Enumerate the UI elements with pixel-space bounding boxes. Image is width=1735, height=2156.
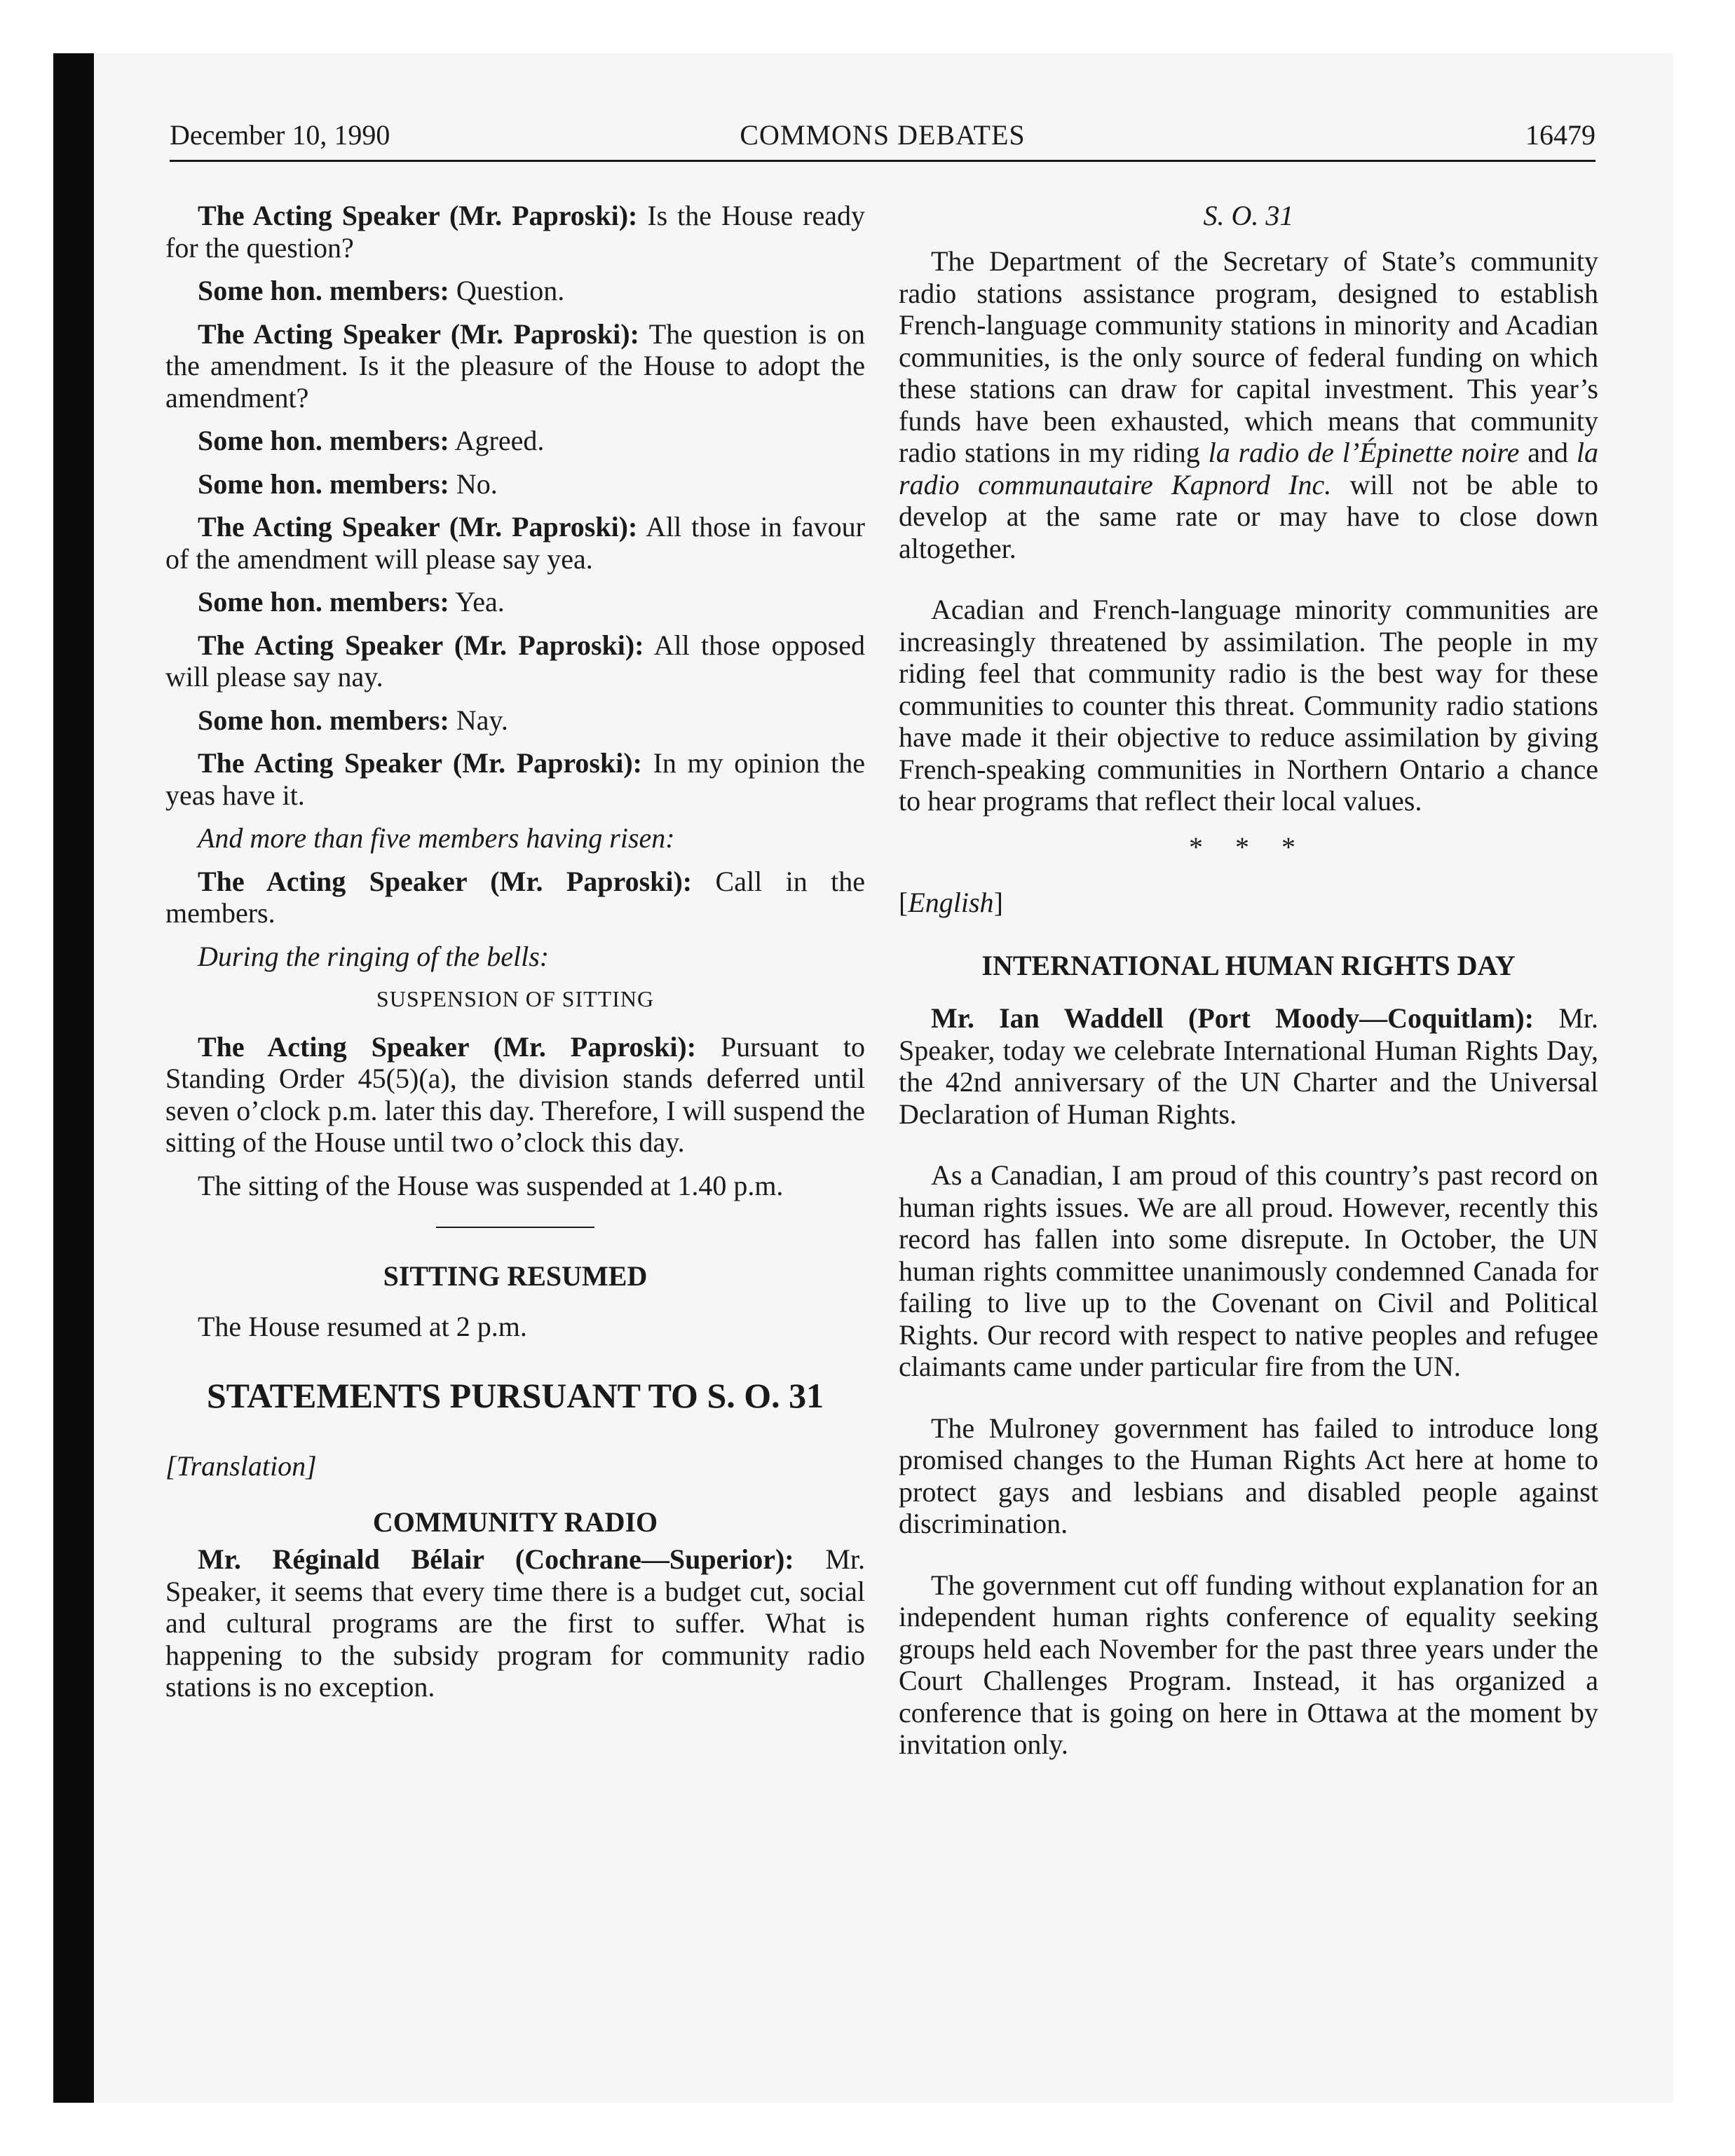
section-heading-statements: STATEMENTS PURSUANT TO S. O. 31 bbox=[206, 1376, 824, 1415]
paragraph: As a Canadian, I am proud of this country’s past record on human rights issues. We are all proud. However, recently this record has fallen into some disrepute. In October, the UN human rights committee unanimously condemned Canada for failing to live up to the Covenant on Civil and Political Rights. Our record with respect to native peoples and refugee claimants came under particular fire from the UN. bbox=[899, 1159, 1598, 1382]
section-heading-human-rights-day: INTERNATIONAL HUMAN RIGHTS DAY bbox=[981, 949, 1516, 981]
paragraph: The government cut off funding without explanation for an independent human rights conference of equality seeking groups held each November for the past three years under the Court Challenges Program. Instead, it has organized a conference that is going on here in Ottawa at the moment by invitation only. bbox=[899, 1569, 1598, 1760]
speech-text: Question. bbox=[449, 275, 565, 306]
header-rule bbox=[170, 160, 1595, 162]
section-break-stars: * * * bbox=[1189, 831, 1308, 863]
speech-text: All those opposed will please say nay. bbox=[165, 629, 865, 692]
speech-text: The Department of the Secretary of State’s community radio stations assistance program, designed to establish French-language community stations in minority and Acadian communities, is the only source of federal funding on which these stations can draw for capital investment. This year’s funds have been exhausted, which means that community radio stations in my riding bbox=[899, 245, 1598, 468]
paragraph bbox=[165, 318, 865, 414]
paragraph: The House resumed at 2 p.m. bbox=[198, 1310, 527, 1342]
speaker-name: Some hon. members: bbox=[198, 275, 449, 306]
speaker-name: Some hon. members: bbox=[198, 425, 449, 456]
speaker-name: The Acting Speaker (Mr. Paproski): bbox=[198, 1030, 697, 1063]
stage-direction-text: And more than five members having risen: bbox=[198, 822, 675, 854]
paragraph bbox=[165, 747, 865, 811]
speech-text: Pursuant to Standing Order 45(5)(a), the division stands deferred until seven o’clock p.m. later this day. Therefore, I will suspend the sitting of the House until two o’clock this day. bbox=[165, 1030, 865, 1158]
speaker-name: The Acting Speaker (Mr. Paproski): bbox=[198, 318, 639, 350]
speaker-name: Mr. Ian Waddell (Port Moody—Coquitlam): bbox=[931, 1002, 1535, 1034]
section-divider bbox=[436, 1227, 594, 1228]
right-column bbox=[899, 200, 1598, 1772]
speaker-name: Some hon. members: bbox=[198, 586, 449, 618]
column-reference: S. O. 31 bbox=[1203, 200, 1294, 231]
paragraph bbox=[165, 468, 865, 500]
paragraph bbox=[165, 1031, 865, 1159]
speech-text: Agreed. bbox=[449, 425, 545, 456]
paragraph: Acadian and French-language minority communities are increasingly threatened by assimilation. The people in my riding feel that community radio is the best way for these communities to counter this threat. Community radio stations have made it their objective to reduce assimilation by giving French-speaking communities in Northern Ontario a chance to hear programs that reflect their local values. bbox=[899, 594, 1598, 817]
speaker-name: The Acting Speaker (Mr. Paproski): bbox=[198, 511, 638, 543]
header-page-number: 16479 bbox=[1525, 119, 1595, 151]
language-tag-text: English bbox=[908, 887, 994, 918]
stage-direction bbox=[165, 941, 865, 973]
speaker-name: Some hon. members: bbox=[198, 704, 449, 736]
left-column bbox=[165, 200, 865, 1714]
speech-text: and bbox=[1519, 437, 1577, 468]
language-tag-text: Translation bbox=[176, 1450, 306, 1482]
speech-text: The question is on the amendment. Is it the pleasure of the House to adopt the amendment? bbox=[165, 318, 865, 414]
paragraph bbox=[899, 245, 1598, 564]
speech-text: Yea. bbox=[449, 586, 505, 618]
paragraph bbox=[165, 629, 865, 693]
paragraph bbox=[165, 425, 865, 457]
stage-direction-text: During the ringing of the bells: bbox=[198, 940, 550, 972]
paragraph bbox=[165, 586, 865, 618]
speech-text: Call in the members. bbox=[165, 865, 865, 929]
station-name: la radio de l’Épinette noire bbox=[1208, 437, 1520, 468]
speech-text: Mr. Speaker, it seems that every time there is a budget cut, social and cultural programs are the first to suffer. What is happening to the subsidy program for community radio stations is no exception. bbox=[165, 1543, 865, 1703]
station-name: la radio communautaire Kapnord Inc. bbox=[899, 437, 1599, 500]
speech-text: Nay. bbox=[449, 704, 508, 736]
paragraph bbox=[165, 511, 865, 575]
speech-text: will not be able to develop at the same rate or may have to close down altogether. bbox=[899, 468, 1599, 564]
paragraph bbox=[165, 1543, 865, 1703]
header-title: COMMONS DEBATES bbox=[740, 119, 1026, 151]
language-tag: [English] bbox=[899, 887, 1003, 918]
speech-text: All those in favour of the amendment will please say yea. bbox=[165, 511, 865, 575]
speaker-name: The Acting Speaker (Mr. Paproski): bbox=[198, 747, 642, 779]
speaker-name: The Acting Speaker (Mr. Paproski): bbox=[198, 200, 638, 231]
paragraph: The Mulroney government has failed to introduce long promised changes to the Human Rights Act here at home to protect gays and lesbians and disabled people against discrimination. bbox=[899, 1412, 1598, 1539]
speech-text: No. bbox=[449, 468, 498, 500]
speaker-name: Mr. Réginald Bélair (Cochrane—Superior): bbox=[198, 1543, 794, 1575]
speaker-name: Some hon. members: bbox=[198, 468, 449, 500]
paragraph bbox=[165, 704, 865, 737]
paragraph bbox=[899, 1002, 1598, 1130]
paragraph bbox=[165, 275, 865, 307]
section-heading-suspension: SUSPENSION OF SITTING bbox=[376, 986, 655, 1011]
section-heading-resumed: SITTING RESUMED bbox=[383, 1260, 648, 1292]
section-heading-community-radio: COMMUNITY RADIO bbox=[372, 1506, 658, 1538]
stage-direction bbox=[165, 822, 865, 854]
speech-text: Is the House ready for the question? bbox=[165, 200, 865, 264]
scan-binding-edge bbox=[53, 53, 94, 2103]
language-tag: [Translation] bbox=[165, 1450, 317, 1482]
running-header bbox=[170, 118, 1595, 161]
header-date: December 10, 1990 bbox=[170, 119, 390, 151]
paragraph bbox=[165, 200, 865, 264]
speaker-name: The Acting Speaker (Mr. Paproski): bbox=[198, 629, 644, 661]
paragraph: The sitting of the House was suspended at 1.40 p.m. bbox=[198, 1169, 784, 1201]
speaker-name: The Acting Speaker (Mr. Paproski): bbox=[198, 865, 693, 897]
speech-text: Mr. Speaker, today we celebrate International Human Rights Day, the 42nd anniversary of the UN Charter and the Universal Declaration of Human Rights. bbox=[899, 1002, 1598, 1130]
paragraph bbox=[165, 866, 865, 929]
speech-text: In my opinion the yeas have it. bbox=[165, 747, 865, 811]
